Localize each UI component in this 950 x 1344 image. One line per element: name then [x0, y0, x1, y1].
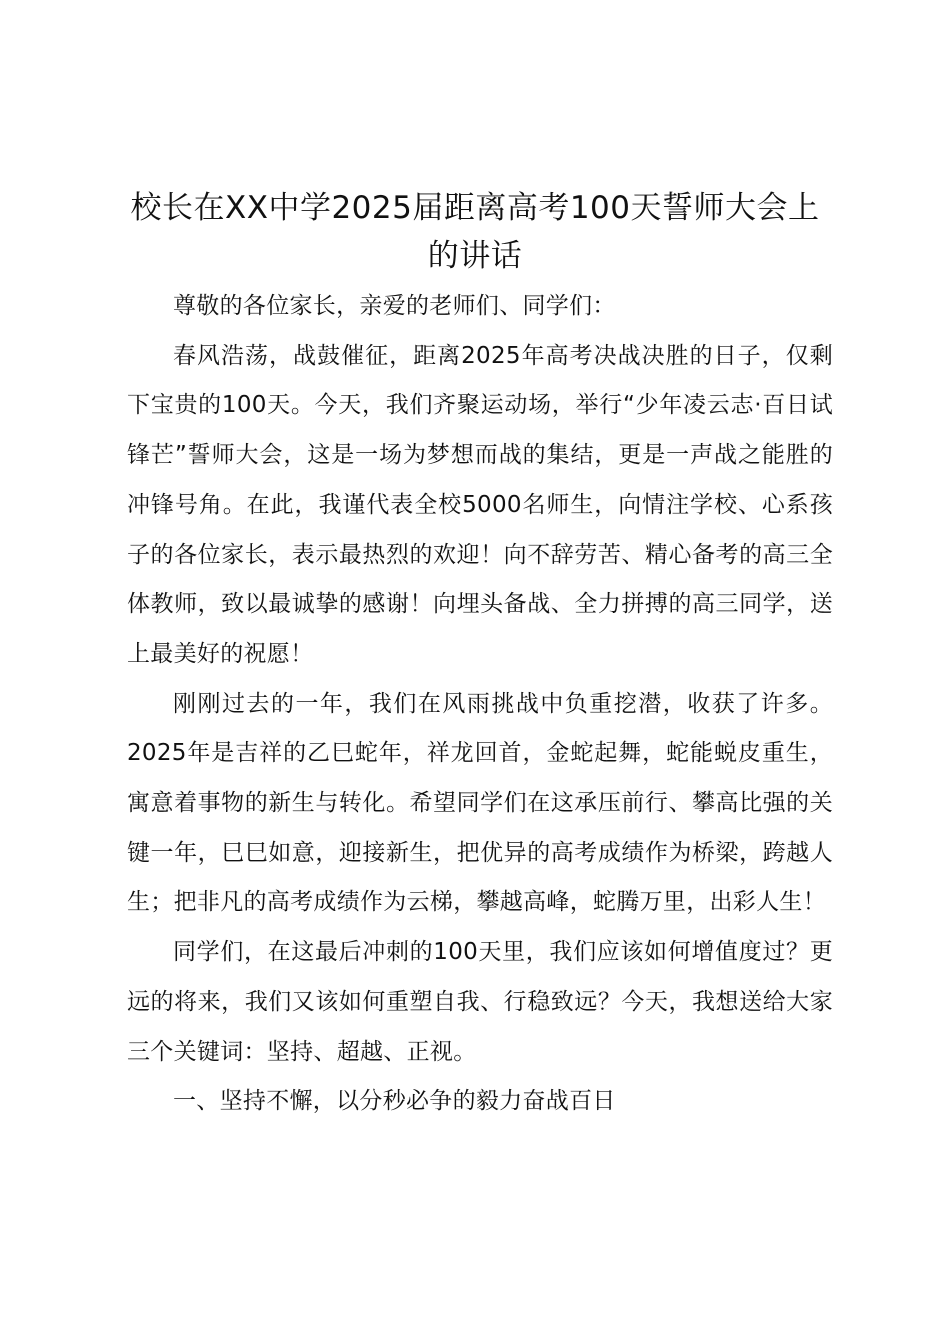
- paragraph-keywords: 同学们，在这最后冲刺的100天里，我们应该如何增值度过？更远的将来，我们又该如何重塑自我、行稳致远？今天，我想送给大家三个关键词：坚持、超越、正视。: [127, 939, 833, 1065]
- paragraph-opening: 春风浩荡，战鼓催征，距离2025年高考决战决胜的日子，仅剩下宝贵的100天。今天，我们齐聚运动场，举行“少年凌云志·百日试锋芒”誓师大会，这是一场为梦想而战的集结，更是一声战之能胜的冲锋号角。在此，我谨代表全校5000名师生，向情注学校、心系孩子的各位家长，表示最热烈的欢迎！向不辞劳苦、精心备考的高三全体教师，致以最诚挚的感谢！向埋头备战、全力拼搏的高三同学，送上最美好的祝愿！: [127, 342, 833, 667]
- document-body: [127, 282, 833, 1127]
- paragraph-year-review: 刚刚过去的一年，我们在风雨挑战中负重挖潜，收获了许多。2025年是吉祥的乙巳蛇年，祥龙回首，金蛇起舞，蛇能蜕皮重生，寓意着事物的新生与转化。希望同学们在这承压前行、攀高比强的关键一年，巳巳如意，迎接新生，把优异的高考成绩作为桥梁，跨越人生；把非凡的高考成绩作为云梯，攀越高峰，蛇腾万里，出彩人生！: [127, 690, 833, 916]
- document-title: 校长在XX中学2025届距离高考100天誓师大会上的讲话: [130, 190, 820, 274]
- section-heading: 一、坚持不懈，以分秒必争的毅力奋战百日: [173, 1088, 616, 1115]
- salutation: 尊敬的各位家长，亲爱的老师们、同学们：: [173, 293, 616, 319]
